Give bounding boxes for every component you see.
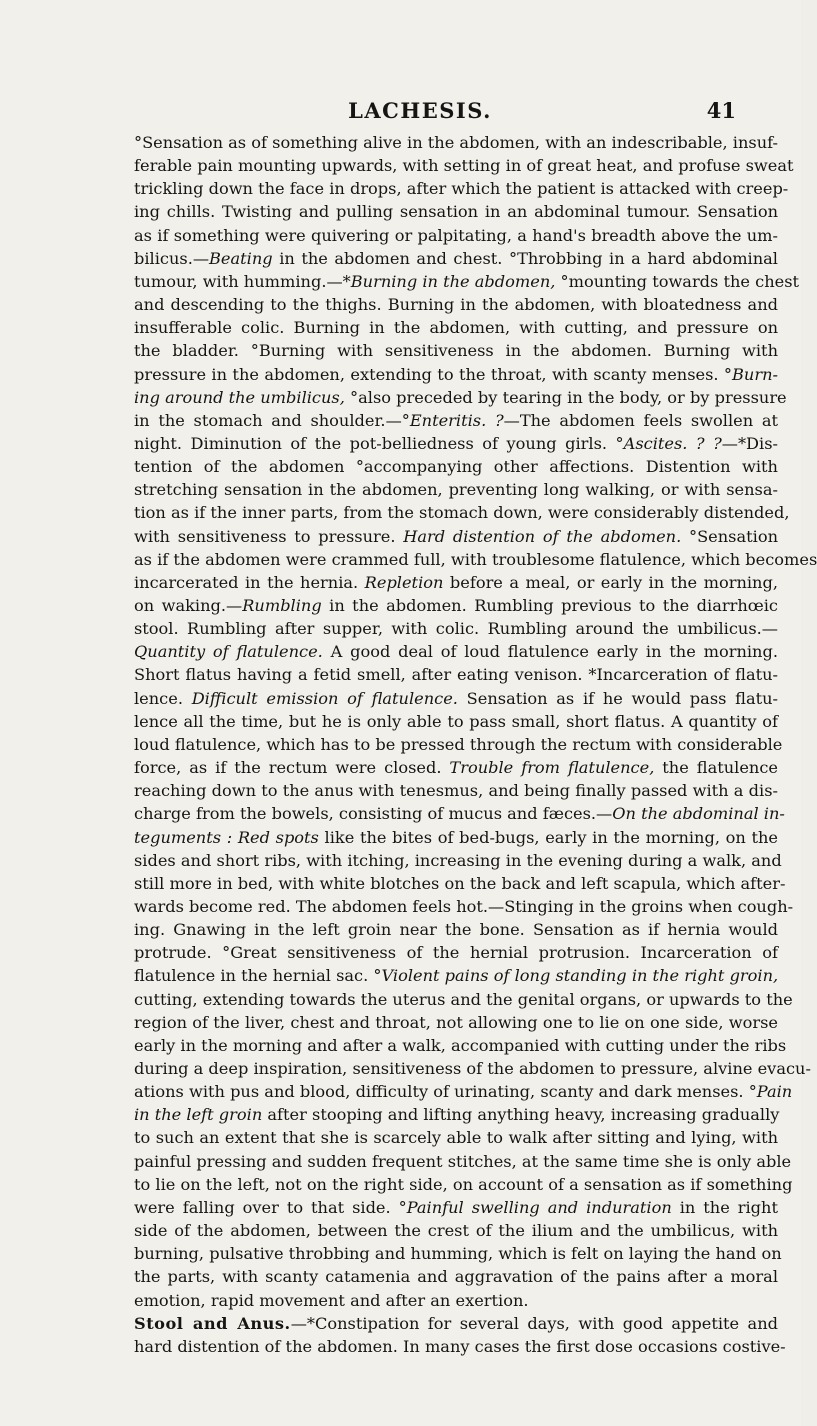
text-line — [134, 779, 778, 802]
text-run: on waking.— — [134, 596, 243, 615]
text-line — [134, 594, 778, 617]
running-head — [100, 98, 740, 128]
page-number: 41 — [706, 98, 736, 123]
text-run: to such an extent that she is scarcely able to walk after sitting and lying, with — [134, 1128, 778, 1148]
text-run: force, as if the rectum were closed. — [134, 758, 450, 778]
text-line — [134, 501, 790, 524]
text-run: ing. Gnawing in the left groin near the bone. Sensation as if hernia would — [134, 920, 778, 940]
text-run: trickling down the face in drops, after which the patient is attacked with creep- — [134, 179, 789, 199]
text-line — [134, 710, 778, 733]
text-run: in the abdomen. Rumbling previous to the diarrhœic — [321, 596, 778, 615]
text-run: painful pressing and sudden frequent stitches, at the same time she is only able — [134, 1151, 792, 1171]
text-run: loud flatulence, which has to be pressed through the rectum with considerable — [134, 734, 783, 754]
text-run: ferable pain mounting upwards, with setting in of great heat, and profuse sweat — [134, 156, 794, 176]
text-run: insufferable colic. Burning in the abdomen, with cutting, and pressure on — [134, 318, 778, 338]
text-run: tumour, with humming.—* — [134, 271, 351, 291]
text-run: ing chills. Twisting and pulling sensation in an abdominal tumour. Sensation — [134, 202, 778, 222]
text-line — [134, 1219, 778, 1242]
text-run: as if something were quivering or palpitating, a hand's breadth above the um- — [134, 225, 778, 245]
italic-phrase: Enteritis. ? — [409, 410, 504, 430]
italic-phrase: Repletion — [364, 572, 444, 592]
text-line — [134, 247, 778, 270]
italic-phrase: Rumbling — [242, 596, 322, 615]
text-line — [134, 826, 778, 849]
text-line — [134, 988, 793, 1011]
italic-phrase: On the abdominal in- — [612, 804, 785, 824]
text-run: °Sensation — [681, 526, 778, 546]
text-run: with sensitiveness to pressure. — [134, 526, 404, 546]
text-line — [134, 154, 794, 177]
text-line — [134, 1289, 778, 1312]
text-line — [134, 1265, 778, 1288]
text-line — [134, 363, 778, 386]
text-run: protrude. °Great sensitiveness of the hernial protrusion. Incarceration of — [134, 943, 778, 963]
text-run: like the bites of bed-bugs, early in the morning, on the — [318, 827, 778, 847]
section-heading: Stool and Anus. — [134, 1313, 291, 1333]
text-line — [134, 687, 778, 710]
text-run: wards become red. The abdomen feels hot.—Stinging in the groins when cough- — [134, 896, 794, 916]
text-run: during a deep inspiration, sensitiveness of the abdomen to pressure, alvine evacu- — [134, 1059, 811, 1078]
text-run: —*Constipation for several days, with good appetite and — [290, 1313, 778, 1333]
text-run: Sensation as if he would pass flatu- — [457, 688, 778, 708]
text-line — [134, 1242, 782, 1265]
text-run: the bladder. °Burning with sensitiveness in the abdomen. Burning with — [134, 341, 778, 361]
text-line — [134, 802, 785, 825]
text-line — [134, 895, 794, 918]
italic-phrase: Quantity of flatulence. — [134, 642, 323, 662]
text-line — [134, 872, 786, 895]
text-run: stretching sensation in the abdomen, preventing long walking, or with sensa- — [134, 480, 778, 500]
text-line — [134, 293, 778, 316]
italic-phrase: Burn- — [732, 364, 778, 384]
text-run: tention of the abdomen °accompanying other affections. Distention with — [134, 457, 778, 477]
text-line — [134, 849, 782, 872]
text-run: lence all the time, but he is only able to pass small, short flatus. A quantity of — [134, 711, 778, 731]
text-line — [134, 525, 778, 548]
text-line — [134, 548, 817, 571]
text-run: —*Dis- — [721, 433, 778, 453]
text-line — [134, 1150, 792, 1173]
text-run: °Sensation as of something alive in the abdomen, with an indescribable, insuf- — [134, 133, 779, 152]
text-run: and descending to the thighs. Burning in the abdomen, with bloatedness and — [134, 295, 778, 315]
text-line — [134, 224, 778, 247]
text-line — [134, 270, 800, 293]
text-run: still more in bed, with white blotches on the back and left scapula, which after- — [134, 873, 786, 893]
text-line — [134, 1126, 778, 1149]
text-run: to lie on the left, not on the right side, on account of a sensation as if something — [134, 1174, 793, 1194]
text-run: after stooping and lifting anything heavy, increasing gradually — [262, 1105, 780, 1125]
text-run: side of the abdomen, between the crest of the ilium and the umbilicus, with — [134, 1221, 778, 1241]
text-run: the flatulence — [654, 758, 778, 778]
text-line — [134, 1057, 811, 1080]
text-run: emotion, rapid movement and after an exertion. — [134, 1290, 529, 1310]
italic-phrase: Difficult emission of flatulence. — [191, 688, 458, 708]
text-line — [134, 1335, 786, 1358]
text-run: reaching down to the anus with tenesmus, and being finally passed with a dis- — [134, 781, 778, 801]
italic-phrase: in the left groin — [134, 1105, 263, 1125]
text-run: stool. Rumbling after supper, with colic. Rumbling around the umbilicus.— — [134, 619, 778, 639]
italic-phrase: teguments : Red spots — [134, 827, 319, 847]
italic-phrase: ing around the umbilicus, — [134, 387, 345, 407]
text-run: tion as if the inner parts, from the stomach down, were considerably distended, — [134, 503, 790, 523]
text-line — [134, 1103, 778, 1126]
text-run: pressure in the abdomen, extending to the throat, with scanty menses. ° — [134, 364, 733, 384]
italic-phrase: Painful swelling and induration — [406, 1197, 672, 1217]
text-line — [134, 941, 778, 964]
text-run: sides and short ribs, with itching, increasing in the evening during a walk, and — [134, 850, 782, 870]
text-line — [134, 455, 778, 478]
italic-phrase: Beating — [209, 248, 273, 268]
text-line — [134, 756, 778, 779]
text-line — [134, 640, 778, 663]
text-run: burning, pulsative throbbing and humming, which is felt on laying the hand on — [134, 1244, 782, 1264]
text-run: early in the morning and after a walk, accompanied with cutting under the ribs — [134, 1035, 787, 1055]
text-line — [134, 432, 778, 455]
text-run: Short flatus having a fetid smell, after eating venison. *Incarceration of flatu- — [134, 665, 778, 685]
text-run: night. Diminution of the pot-belliedness of young girls. ° — [134, 433, 624, 453]
text-run: in the abdomen and chest. °Throbbing in a hard abdominal — [272, 248, 778, 268]
italic-phrase: Violent pains of long standing in the right groin, — [381, 966, 779, 986]
page-title: LACHESIS. — [348, 98, 492, 123]
text-line — [134, 663, 778, 686]
text-run: °also preceded by tearing in the body, or by pressure — [344, 387, 787, 407]
text-run: cutting, extending towards the uterus and the genital organs, or upwards to the — [134, 989, 793, 1009]
text-line — [134, 964, 778, 987]
text-line — [134, 1080, 793, 1103]
italic-phrase: Pain — [756, 1082, 793, 1102]
text-run: region of the liver, chest and throat, not allowing one to lie on one side, worse — [134, 1012, 778, 1032]
text-run: —The abdomen feels swollen at — [503, 410, 779, 430]
text-run: incarcerated in the hernia. — [134, 572, 365, 592]
text-run: °mounting towards the chest — [555, 271, 800, 291]
text-run: lence. — [134, 688, 192, 708]
text-line — [134, 177, 789, 200]
italic-phrase: Hard distention of the abdomen. — [403, 526, 682, 546]
text-line — [134, 617, 778, 640]
text-line — [134, 571, 778, 594]
text-line — [134, 918, 778, 941]
italic-phrase: Ascites. ? ? — [623, 433, 722, 453]
text-run: were falling over to that side. ° — [134, 1197, 407, 1217]
text-line — [134, 1011, 778, 1034]
text-run: before a meal, or early in the morning, — [443, 572, 778, 592]
text-line — [134, 1034, 787, 1057]
text-line — [134, 1312, 778, 1335]
text-run: in the stomach and shoulder.—° — [134, 410, 410, 430]
text-line — [134, 409, 778, 432]
text-run: hard distention of the abdomen. In many cases the first dose occasions costive- — [134, 1336, 786, 1356]
text-line — [134, 733, 783, 756]
text-line — [134, 478, 778, 501]
text-line — [134, 339, 778, 362]
text-run: A good deal of loud flatulence early in the morning. — [322, 642, 778, 662]
text-line — [134, 386, 787, 409]
text-run: bilicus.— — [134, 248, 210, 268]
text-line — [134, 131, 778, 154]
text-run: the parts, with scanty catamenia and aggravation of the pains after a moral — [134, 1267, 778, 1287]
text-run: charge from the bowels, consisting of mucus and fæces.— — [134, 804, 613, 824]
text-run: flatulence in the hernial sac. ° — [134, 966, 382, 986]
text-line — [134, 1173, 793, 1196]
text-line — [134, 316, 778, 339]
text-line — [134, 200, 778, 223]
text-run: as if the abdomen were crammed full, with troublesome flatulence, which becomes — [134, 549, 817, 569]
text-run: ations with pus and blood, difficulty of urinating, scanty and dark menses. ° — [134, 1082, 757, 1102]
text-run: in the right — [671, 1197, 778, 1217]
italic-phrase: Burning in the abdomen, — [350, 271, 556, 291]
italic-phrase: Trouble from flatulence, — [449, 758, 655, 778]
text-line — [134, 1196, 778, 1219]
